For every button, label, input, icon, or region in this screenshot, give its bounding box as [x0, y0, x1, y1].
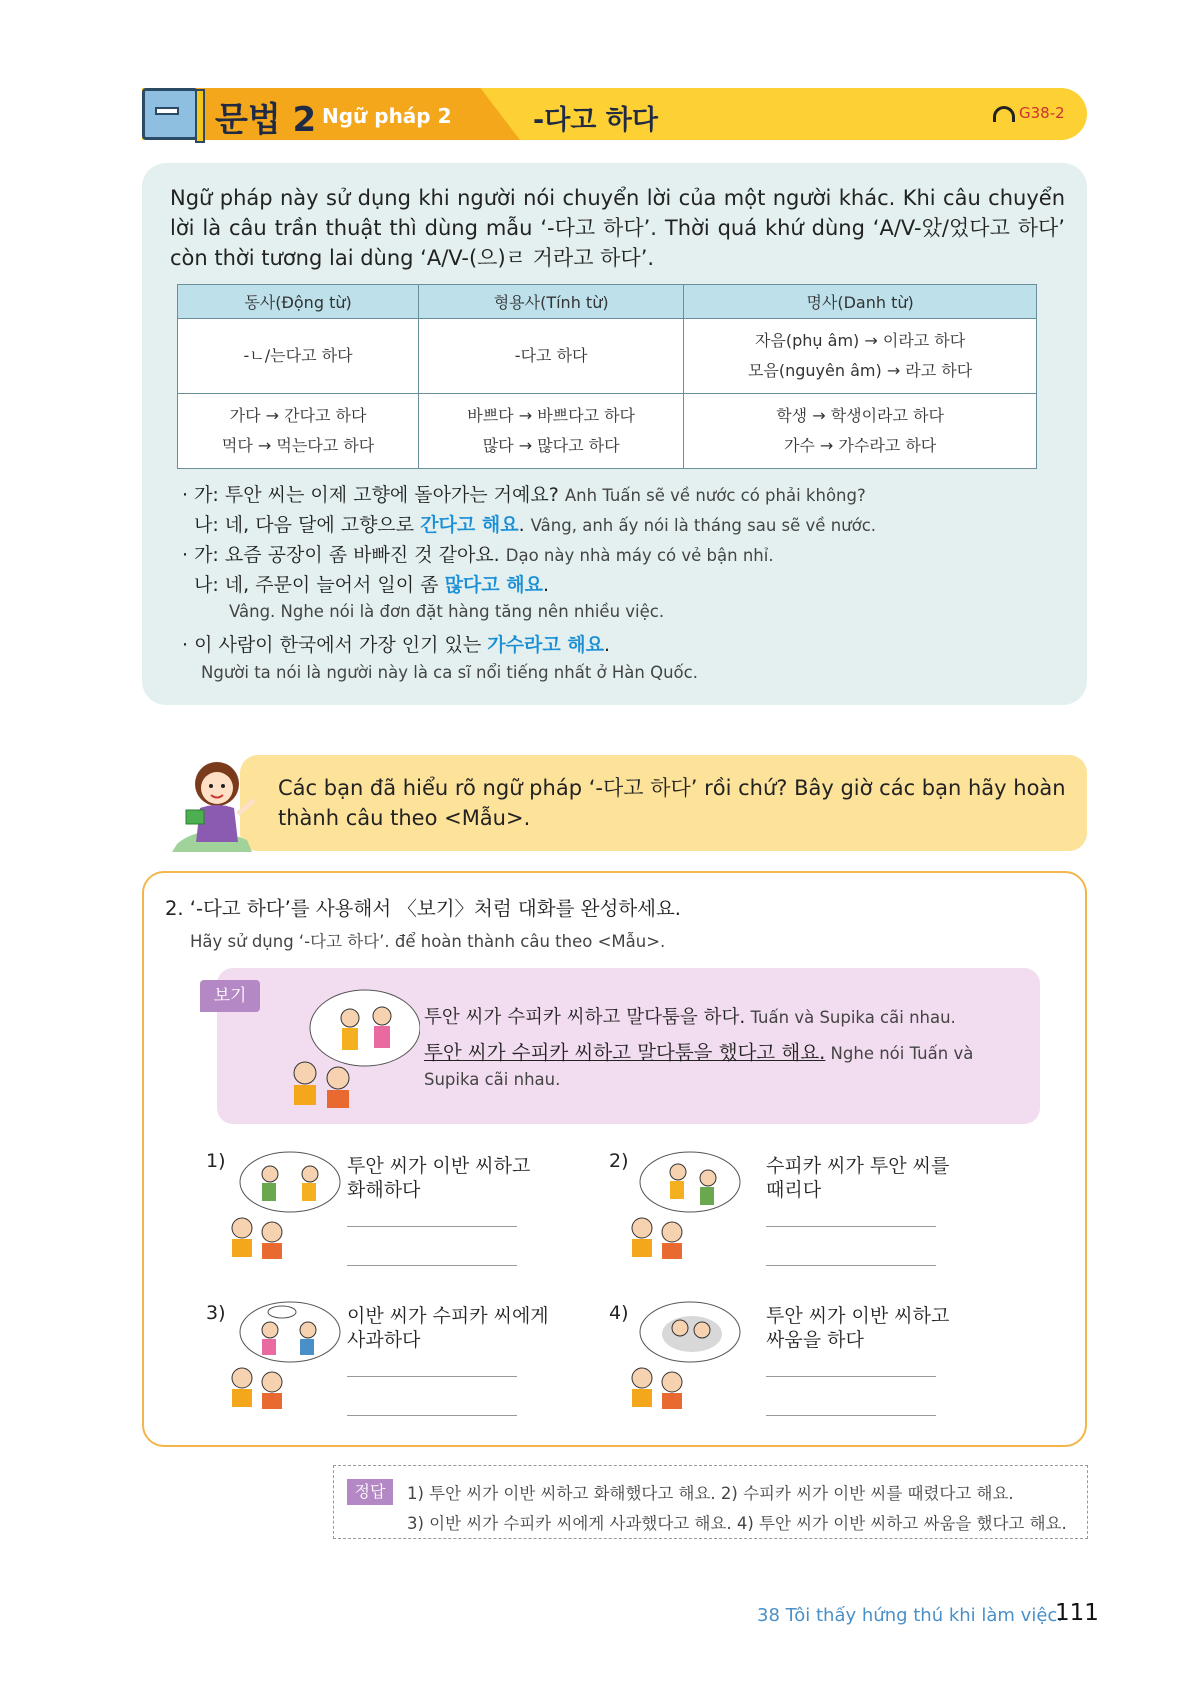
example-highlight: 간다고 해요 — [420, 514, 519, 536]
table-header-verb: 동사(Động từ) — [178, 285, 419, 319]
example-vi: Dạo này nhà máy có vẻ bận nhỉ. — [505, 546, 774, 565]
question-ko: 2. ‘-다고 하다’를 사용해서 〈보기〉처럼 대화를 완성하세요. — [165, 897, 682, 920]
example-ko: · 이 사람이 한국에서 가장 인기 있는 — [182, 634, 488, 656]
table-cell-line: 가다 → 간다고 하다 — [229, 406, 367, 425]
table-cell: -ㄴ/는다고 하다 — [178, 319, 419, 394]
example-3-vi: Người ta nói là người này là ca sĩ nổi tiếng nhất ở Hàn Quốc. — [201, 663, 698, 682]
table-header-adjective: 형용사(Tính từ) — [419, 285, 684, 319]
audio-code: G38-2 — [1019, 104, 1065, 122]
item-line: 화해하다 — [347, 1179, 421, 1201]
grammar-topic: -다고 하다 — [533, 105, 658, 136]
item-prompt — [766, 1154, 949, 1202]
item-number: 4) — [609, 1302, 629, 1324]
answer-line[interactable] — [347, 1376, 517, 1377]
tip-text: Các bạn đã hiểu rõ ngữ pháp ‘-다고 하다’ rồi chứ? Bây giờ các bạn hãy hoàn thành câu theo <Mẫu>. — [278, 776, 1066, 830]
example-2a — [182, 540, 774, 567]
item-line: 수피카 씨가 투안 씨를 — [766, 1155, 950, 1177]
example-ko: · 가: 투안 씨는 이제 고향에 돌아가는 거예요? — [182, 484, 559, 506]
example-2b-vi: Vâng. Nghe nói là đơn đặt hàng tăng nên nhiều việc. — [229, 602, 665, 621]
example-2b — [194, 570, 549, 597]
chapter-title: 38 Tôi thấy hứng thú khi làm việc. — [757, 1605, 1064, 1626]
example-highlight: 많다고 해요 — [444, 574, 543, 596]
example-highlight: 가수라고 해요 — [487, 634, 605, 656]
table-cell-line: 모음(nguyên âm) → 라고 하다 — [747, 361, 973, 380]
item-line: 때리다 — [766, 1179, 822, 1201]
table-cell-line: 자음(phụ âm) → 이라고 하다 — [754, 331, 966, 350]
item-prompt — [347, 1304, 549, 1352]
sample-vi: Nghe nói Tuấn và — [825, 1044, 974, 1063]
example-punct: . — [542, 574, 550, 596]
example-1a — [182, 480, 866, 507]
table-cell-line: 학생 → 학생이라고 하다 — [776, 406, 944, 425]
answer-line[interactable] — [766, 1265, 936, 1266]
table-header-noun: 명사(Danh từ) — [684, 285, 1037, 319]
sample-answer: 투안 씨가 수피카 씨하고 말다툼을 했다고 해요. — [424, 1041, 826, 1064]
sample-sentence-3: Supika cãi nhau. — [424, 1070, 561, 1089]
table-cell-line: 많다 → 많다고 하다 — [482, 436, 620, 455]
item-prompt — [766, 1304, 949, 1352]
section-subtitle: Ngữ pháp 2 — [322, 104, 452, 128]
answer-key-line: 1) 투안 씨가 이반 씨하고 화해했다고 해요. 2) 수피카 씨가 이반 씨를 때렸다고 해요. — [407, 1484, 1014, 1503]
sample-illustration — [280, 988, 420, 1108]
item-prompt — [347, 1154, 530, 1202]
item-number: 3) — [206, 1302, 226, 1324]
question-vi: Hãy sử dụng ‘-다고 하다’. để hoàn thành câu theo <Mẫu>. — [190, 932, 666, 951]
example-3 — [182, 630, 610, 657]
sample-tag: 보기 — [200, 980, 260, 1012]
answer-line[interactable] — [766, 1226, 936, 1227]
example-ko: · 가: 요즘 공장이 좀 바빠진 것 같아요. — [182, 544, 500, 566]
answer-line[interactable] — [347, 1226, 517, 1227]
answer-line[interactable] — [766, 1376, 936, 1377]
conjugation-table — [177, 284, 1037, 469]
grammar-intro: Ngữ pháp này sử dụng khi người nói chuyển lời của một người khác. Khi câu chuyển lời là câu trần thuật thì dùng mẫu ‘-다고 하다’. Thời quá khứ dùng ‘A/V-았/었다고 하다’ còn thời tương lai dùng ‘A/V-(으)ㄹ 거라고 하다’. — [170, 186, 1065, 270]
example-1b — [194, 510, 876, 537]
answer-line[interactable] — [347, 1415, 517, 1416]
sample-ko: 투안 씨가 수피카 씨하고 말다툼을 하다. — [424, 1007, 746, 1028]
sample-vi: Tuấn và Supika cãi nhau. — [745, 1008, 956, 1027]
table-cell — [419, 394, 684, 469]
example-ko: 나: 네, 주문이 늘어서 일이 좀 — [194, 574, 445, 596]
teacher-illustration — [172, 752, 262, 852]
answer-line[interactable] — [347, 1265, 517, 1266]
item-line: 투안 씨가 이반 씨하고 — [347, 1155, 531, 1177]
table-cell: -다고 하다 — [419, 319, 684, 394]
table-cell-line: 먹다 → 먹는다고 하다 — [221, 436, 375, 455]
table-cell — [684, 394, 1037, 469]
example-vi: Vâng, anh ấy nói là tháng sau sẽ về nước. — [530, 516, 877, 535]
section-title: 문법 2 — [215, 100, 317, 140]
item-line: 이반 씨가 수피카 씨에게 — [347, 1305, 549, 1327]
table-cell-line: 가수 → 가수라고 하다 — [783, 436, 937, 455]
item-number: 2) — [609, 1150, 629, 1172]
item-line: 싸움을 하다 — [766, 1329, 864, 1351]
example-punct: . — [518, 514, 525, 536]
audio-track[interactable] — [993, 104, 1065, 122]
item-1-illustration — [222, 1150, 342, 1260]
grammar-book-icon — [142, 88, 198, 140]
sample-sentence-1 — [424, 1003, 956, 1029]
item-4-illustration — [622, 1300, 742, 1410]
table-cell-line: 바쁘다 → 바쁘다고 하다 — [467, 406, 636, 425]
answer-line[interactable] — [766, 1415, 936, 1416]
answer-key-tag: 정답 — [347, 1479, 393, 1505]
page-number: 111 — [1055, 1600, 1099, 1626]
answer-key-line: 3) 이반 씨가 수피카 씨에게 사과했다고 해요. 4) 투안 씨가 이반 씨하고 싸움을 했다고 해요. — [407, 1514, 1067, 1533]
example-vi: Anh Tuấn sẽ về nước có phải không? — [564, 486, 866, 505]
sample-sentence-2 — [424, 1037, 973, 1065]
example-ko: 나: 네, 다음 달에 고향으로 — [194, 514, 421, 536]
table-cell — [684, 319, 1037, 394]
item-2-illustration — [622, 1150, 742, 1260]
item-line: 투안 씨가 이반 씨하고 — [766, 1305, 950, 1327]
table-cell — [178, 394, 419, 469]
item-line: 사과하다 — [347, 1329, 421, 1351]
item-3-illustration — [222, 1300, 342, 1410]
item-number: 1) — [206, 1150, 226, 1172]
example-punct: . — [604, 634, 611, 656]
headphones-icon — [993, 106, 1015, 122]
